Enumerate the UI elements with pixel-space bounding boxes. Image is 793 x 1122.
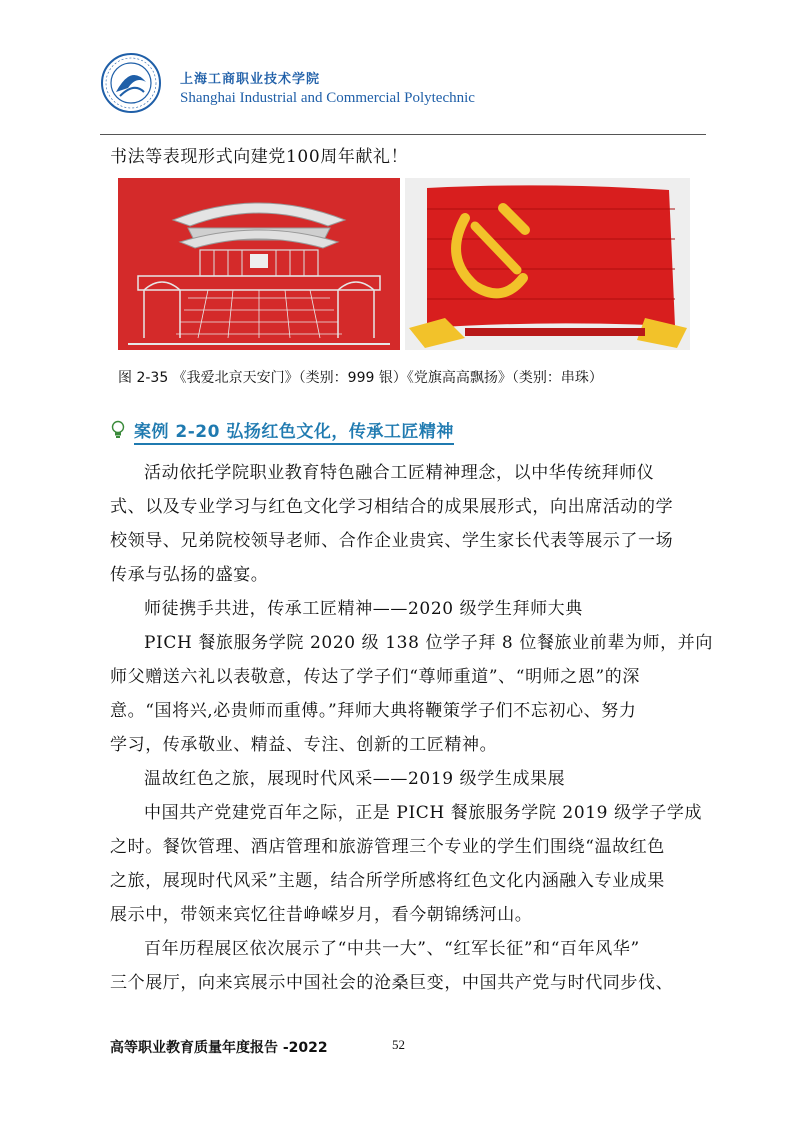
body-line: 式、以及专业学习与红色文化学习相结合的成果展形式，向出席活动的学 xyxy=(110,497,674,517)
body-line: 三个展厅，向来宾展示中国社会的沧桑巨变，中国共产党与时代同步伐、 xyxy=(110,973,674,993)
photo-party-flag-beadwork xyxy=(405,178,690,350)
header-divider xyxy=(100,134,706,135)
body-line: 展示中，带领来宾忆往昔峥嵘岁月，看今朝锦绣河山。 xyxy=(110,905,533,925)
body-line: 活动依托学院职业教育特色融合工匠精神理念，以中华传统拜师仪 xyxy=(144,463,655,483)
body-line: 师徒携手共进，传承工匠精神——2020 级学生拜师大典 xyxy=(144,599,583,619)
intro-line: 书法等表现形式向建党100周年献礼！ xyxy=(110,147,409,167)
school-name-english: Shanghai Industrial and Commercial Polytechnic xyxy=(180,90,475,106)
body-line: 温故红色之旅，展现时代风采——2019 级学生成果展 xyxy=(144,769,566,789)
body-line: 之时。餐饮管理、酒店管理和旅游管理三个专业的学生们围绕“温故红色 xyxy=(110,837,665,857)
photo-tiananmen-wire-art xyxy=(118,178,400,350)
school-logo-icon xyxy=(100,52,162,114)
body-line: 之旅，展现时代风采”主题，结合所学所感将红色文化内涵融入专业成果 xyxy=(110,871,665,891)
body-line: 师父赠送六礼以表敬意，传达了学子们“尊师重道”、“明师之恩”的深 xyxy=(110,667,640,687)
school-name-chinese: 上海工商职业技术学院 xyxy=(180,72,321,87)
body-line: 中国共产党建党百年之际，正是 PICH 餐旅服务学院 2019 级学子学成 xyxy=(144,803,703,823)
body-line: 意。“国将兴,必贵师而重傅。”拜师大典将鞭策学子们不忘初心、努力 xyxy=(110,701,637,721)
lightbulb-icon xyxy=(110,420,126,440)
case-title: 案例 2-20 弘扬红色文化，传承工匠精神 xyxy=(134,417,454,445)
body-line: 学习，传承敬业、精益、专注、创新的工匠精神。 xyxy=(110,735,498,755)
body-line: 百年历程展区依次展示了“中共一大”、“红军长征”和“百年风华” xyxy=(144,939,640,959)
figure-caption: 图 2-35 《我爱北京天安门》（类别：999 银）《党旗高高飘扬》（类别：串珠） xyxy=(118,370,603,386)
body-line: PICH 餐旅服务学院 2020 级 138 位学子拜 8 位餐旅业前辈为师，并向 xyxy=(144,633,713,653)
page-header xyxy=(100,52,710,136)
body-line: 校领导、兄弟院校领导老师、合作企业贵宾、学生家长代表等展示了一场 xyxy=(110,531,674,551)
body-line: 传承与弘扬的盛宴。 xyxy=(110,565,269,585)
page-number: 52 xyxy=(392,1037,405,1052)
footer-report-title: 高等职业教育质量年度报告 -2022 xyxy=(110,1040,328,1056)
